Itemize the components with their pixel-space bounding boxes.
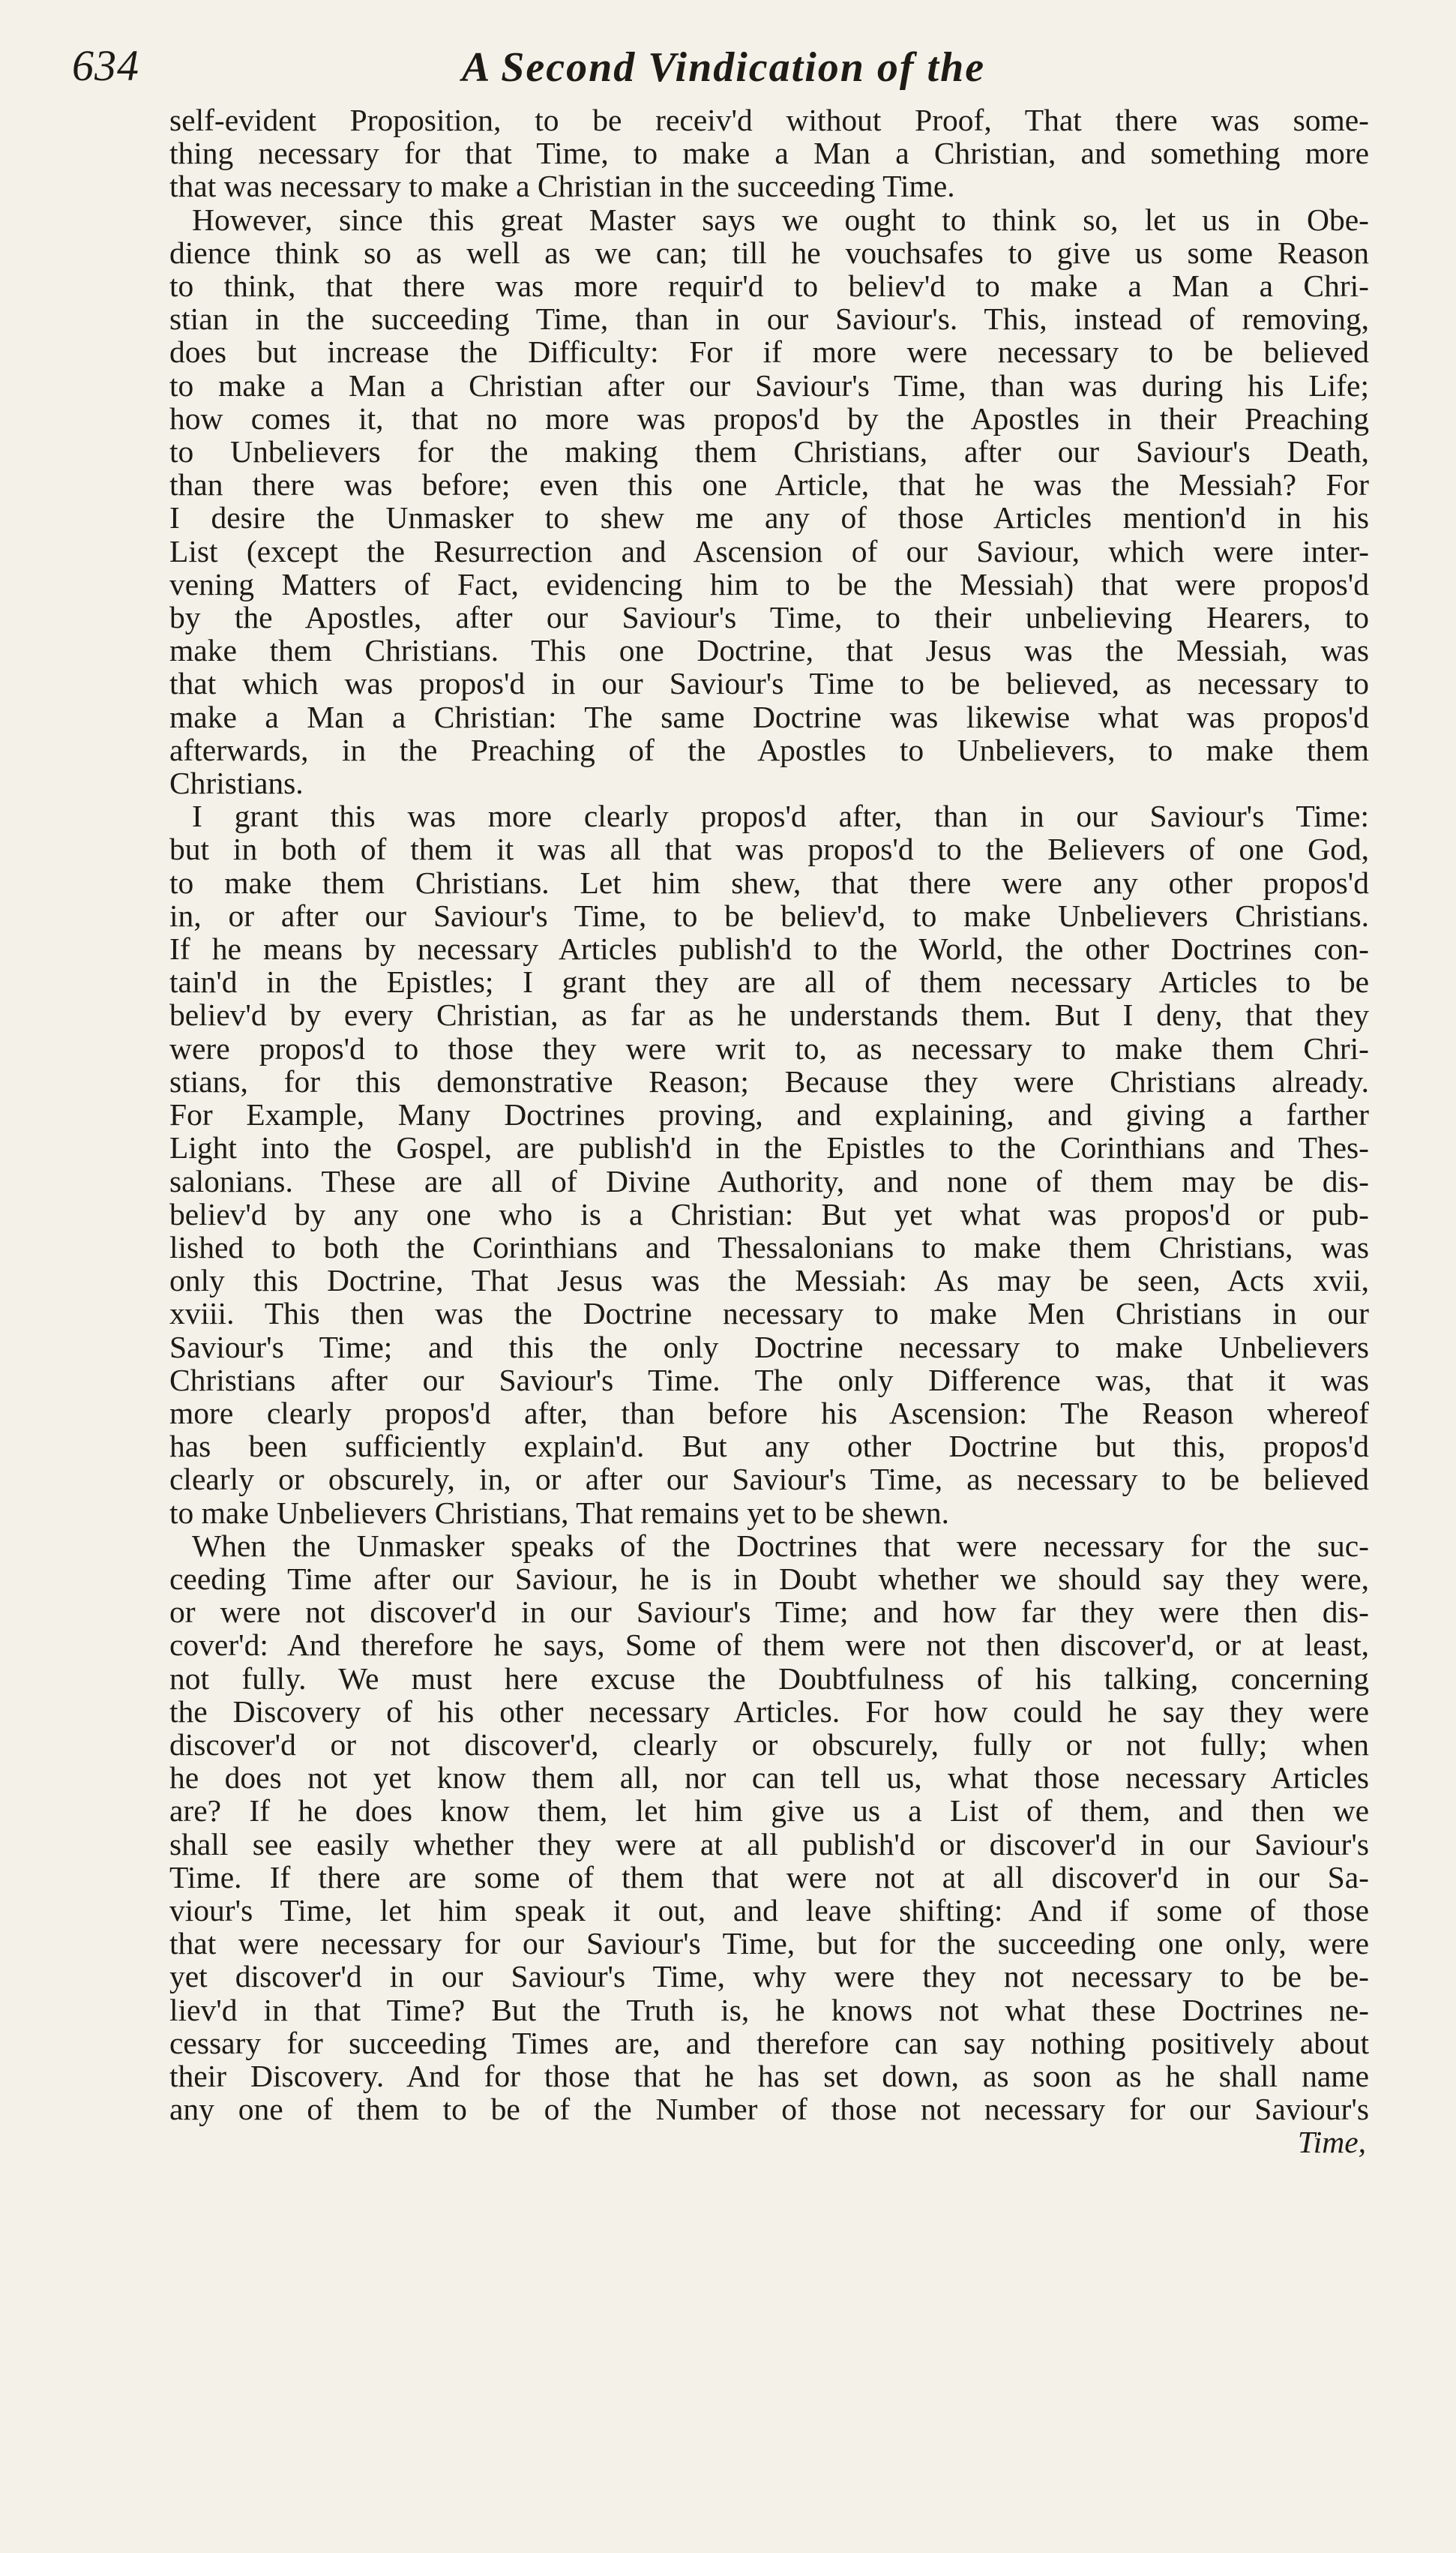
text-line: salonians. These are all of Divine Authority, and none of them may be dis- <box>169 1163 1369 1198</box>
text-line: or were not discover'd in our Saviour's Time; and how far they were then dis- <box>169 1594 1369 1630</box>
text-line: in, or after our Saviour's Time, to be believ'd, to make Unbelievers Christians. <box>169 898 1369 933</box>
text-line: afterwards, in the Preaching of the Apostles to Unbelievers, to make them <box>169 732 1369 767</box>
text-line: to make them Christians. Let him shew, that there were any other propos'd <box>169 865 1369 900</box>
text-line: List (except the Resurrection and Ascension of our Saviour, which were inter- <box>169 533 1369 568</box>
text-line: make a Man a Christian: The same Doctrine was likewise what was propos'd <box>169 699 1369 734</box>
text-line: However, since this great Master says we ought to think so, let us in Obe- <box>192 202 1369 237</box>
text-line: shall see easily whether they were at all publish'd or discover'd in our Saviour's <box>169 1826 1369 1862</box>
text-line: their Discovery. And for those that he has set down, as soon as he shall name <box>169 2058 1369 2093</box>
text-line: I desire the Unmasker to shew me any of those Articles mention'd in his <box>169 500 1369 536</box>
text-line: Light into the Gospel, are publish'd in the Epistles to the Corinthians and Thes- <box>169 1130 1369 1166</box>
text-line: clearly or obscurely, in, or after our Saviour's Time, as necessary to be believed <box>169 1462 1369 1497</box>
text-line: yet discover'd in our Saviour's Time, why were they not necessary to be be- <box>169 1959 1369 1994</box>
text-line: self-evident Proposition, to be receiv'd without Proof, That there was some- <box>169 103 1369 137</box>
text-line: liev'd in that Time? But the Truth is, he knows not what these Doctrines ne- <box>169 1992 1369 2027</box>
text-line: viour's Time, let him speak it out, and leave shifting: And if some of those <box>169 1892 1369 1928</box>
text-line: If he means by necessary Articles publish'd to the World, the other Doctrines con- <box>169 932 1369 967</box>
text-line: When the Unmasker speaks of the Doctrines that were necessary for the suc- <box>192 1528 1369 1563</box>
catchword: Time, <box>1297 2125 1366 2160</box>
text-line: to make a Man a Christian after our Saviour's Time, than was during his Life; <box>169 368 1369 403</box>
text-line: to make Unbelievers Christians, That remains yet to be shewn. <box>169 1495 949 1530</box>
text-line: stians, for this demonstrative Reason; Because they were Christians already. <box>169 1064 1369 1099</box>
text-line: does but increase the Difficulty: For if more were necessary to be believed <box>169 334 1369 370</box>
text-line: For Example, Many Doctrines proving, and explaining, and giving a farther <box>169 1097 1369 1132</box>
text-line: thing necessary for that Time, to make a Man a Christian, and something more <box>169 136 1369 171</box>
text-line: Christians after our Saviour's Time. The only Difference was, that it was <box>169 1362 1369 1397</box>
text-line: how comes it, that no more was propos'd by the Apostles in their Preaching <box>169 400 1369 436</box>
text-line: Time. If there are some of them that were not at all discover'd in our Sa- <box>169 1859 1369 1894</box>
paragraph <box>169 203 1369 800</box>
text-line: tain'd in the Epistles; I grant they are all of them necessary Articles to be <box>169 964 1369 1000</box>
text-line: but in both of them it was all that was propos'd to the Believers of one God, <box>169 832 1369 867</box>
text-line: vening Matters of Fact, evidencing him to be the Messiah) that were propos'd <box>169 566 1369 602</box>
text-line: Saviour's Time; and this the only Doctrine necessary to make Unbelievers <box>169 1329 1369 1364</box>
paragraph <box>169 104 1369 203</box>
text-line: make them Christians. This one Doctrine, that Jesus was the Messiah, was <box>169 633 1369 668</box>
text-line: not fully. We must here excuse the Doubtfulness of his talking, concerning <box>169 1660 1369 1696</box>
text-line: Christians. <box>169 766 304 801</box>
text-line: are? If he does know them, let him give us a List of them, and then we <box>169 1793 1369 1828</box>
text-line: I grant this was more clearly propos'd after, than in our Saviour's Time: <box>192 799 1369 834</box>
text-line: that were necessary for our Saviour's Time, but for the succeeding one only, were <box>169 1926 1369 1961</box>
paragraph <box>169 1529 1369 2126</box>
text-line: cessary for succeeding Times are, and therefore can say nothing positively about <box>169 2025 1369 2060</box>
text-line: that which was propos'd in our Saviour's Time to be believed, as necessary to <box>169 666 1369 701</box>
text-line: ceeding Time after our Saviour, he is in Doubt whether we should say they were, <box>169 1561 1369 1596</box>
text-line: to Unbelievers for the making them Christians, after our Saviour's Death, <box>169 434 1369 470</box>
text-line: the Discovery of his other necessary Articles. For how could he say they were <box>169 1694 1369 1729</box>
text-line: stian in the succeeding Time, than in our Saviour's. This, instead of removing, <box>169 302 1369 337</box>
text-line: more clearly propos'd after, than before his Ascension: The Reason whereof <box>169 1395 1369 1430</box>
text-line: has been sufficiently explain'd. But any other Doctrine but this, propos'd <box>169 1429 1369 1464</box>
page-header <box>72 30 1309 98</box>
text-line: to think, that there was more requir'd to believ'd to make a Man a Chri- <box>169 268 1369 304</box>
text-line: cover'd: And therefore he says, Some of them were not then discover'd, or at least, <box>169 1628 1369 1663</box>
text-line: dience think so as well as we can; till he vouchsafes to give us some Reason <box>169 235 1369 270</box>
paragraph <box>169 800 1369 1528</box>
text-line: he does not yet know them all, nor can tell us, what those necessary Articles <box>169 1760 1369 1796</box>
text-line: that was necessary to make a Christian in the succeeding Time. <box>169 169 955 204</box>
text-line: believ'd by every Christian, as far as he understands them. But I deny, that they <box>169 998 1369 1033</box>
text-line: only this Doctrine, That Jesus was the Messiah: As may be seen, Acts xvii, <box>169 1263 1369 1298</box>
text-line: by the Apostles, after our Saviour's Time, to their unbelieving Hearers, to <box>169 600 1369 635</box>
body-text <box>169 104 1369 2159</box>
text-line: any one of them to be of the Number of those not necessary for our Saviour's <box>169 2092 1369 2127</box>
text-line: than there was before; even this one Article, that he was the Messiah? For <box>169 467 1369 502</box>
text-line: believ'd by any one who is a Christian: But yet what was propos'd or pub- <box>169 1196 1369 1232</box>
text-line: were propos'd to those they were writ to, as necessary to make them Chri- <box>169 1030 1369 1066</box>
text-line: discover'd or not discover'd, clearly or obscurely, fully or not fully; when <box>169 1726 1369 1762</box>
running-title: A Second Vindication of the <box>462 44 986 91</box>
text-line: lished to both the Corinthians and Thessalonians to make them Christians, was <box>169 1229 1369 1264</box>
text-line: xviii. This then was the Doctrine necessary to make Men Christians in our <box>169 1296 1369 1331</box>
page-number: 634 <box>72 41 139 90</box>
